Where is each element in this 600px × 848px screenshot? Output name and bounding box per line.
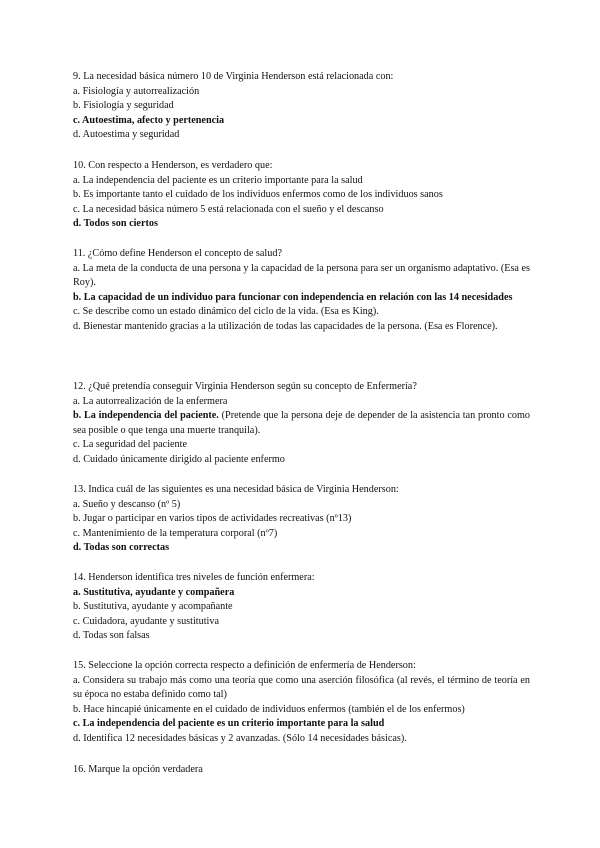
option-a: a. La autorrealización de la enfermera: [73, 395, 228, 407]
option-c: c. Cuidadora, ayudante y sustitutiva: [73, 615, 219, 627]
option-c: c. Se describe como un estado dinámico del ciclo de la vida. (Esa es King).: [73, 306, 379, 317]
question-stem: 14. Henderson identifica tres niveles de función enfermera:: [73, 572, 315, 583]
question-11: [73, 247, 530, 334]
option-c: c. La seguridad del paciente: [73, 439, 187, 450]
option-b-correct: b. La independencia del paciente.: [73, 410, 219, 421]
option-b: b. Es importante tanto el cuidado de los individuos enfermos como de los individuos sanos: [73, 189, 443, 200]
option-d: d. Cuidado únicamente dirigido al paciente enfermo: [73, 453, 285, 465]
option-d-correct: d. Todos son ciertos: [73, 218, 158, 229]
option-a-correct: a. Sustitutiva, ayudante y compañera: [73, 586, 235, 598]
option-c: c. La necesidad básica número 5 está relacionada con el sueño y el descanso: [73, 203, 384, 215]
question-stem: 12. ¿Qué pretendía conseguir Virginia Henderson según su concepto de Enfermería?: [73, 381, 417, 392]
option-c-correct: c. Autoestima, afecto y pertenencia: [73, 114, 225, 126]
option-a: a. Sueño y descanso (nº 5): [73, 498, 181, 510]
question-stem: 11. ¿Cómo define Henderson el concepto de salud?: [73, 248, 282, 259]
option-b: b. Hace hincapié únicamente en el cuidado de individuos enfermos (también el de los enfermos): [73, 703, 465, 715]
option-a: a. Fisiología y autorrealización: [73, 85, 200, 97]
question-12: [73, 380, 530, 467]
question-stem: 10. Con respecto a Henderson, es verdadero que:: [73, 160, 273, 171]
option-b: b. Sustitutiva, ayudante y acompañante: [73, 601, 233, 612]
option-a: a. Considera su trabajo más como una teoría que como una aserción filosófica (al revés, el término de teoría en su época no estaba definido como tal): [73, 674, 530, 700]
option-c: c. Mantenimiento de la temperatura corporal (nº7): [73, 527, 278, 539]
option-b-note: (Pretende que la persona deje de depender de la asistencia tan pronto como sea posible o que tenga una muerte tranquila).: [73, 410, 530, 436]
option-d: d. Bienestar mantenido gracias a la utilización de todas las capacidades de la persona. (Esa es Florence).: [73, 320, 498, 332]
question-16: [73, 763, 530, 778]
question-15: [73, 659, 530, 746]
question-stem: 16. Marque la opción verdadera: [73, 764, 203, 775]
question-stem: 13. Indica cuál de las siguientes es una necesidad básica de Virginia Henderson:: [73, 484, 399, 495]
option-d-correct: d. Todas son correctas: [73, 542, 170, 553]
question-9: [73, 70, 530, 143]
option-b: b. Fisiología y seguridad: [73, 100, 174, 111]
question-10: [73, 159, 530, 232]
option-b-block: [73, 409, 530, 438]
option-a: a. La independencia del paciente es un criterio importante para la salud: [73, 174, 363, 186]
option-b-correct: b. La capacidad de un individuo para funcionar con independencia en relación con las 14 necesidades: [73, 291, 513, 303]
question-stem: 15. Seleccione la opción correcta respecto a definición de enfermería de Henderson:: [73, 660, 416, 671]
option-b: b. Jugar o participar en varios tipos de actividades recreativas (nº13): [73, 513, 352, 524]
option-d: d. Autoestima y seguridad: [73, 129, 180, 140]
question-14: [73, 571, 530, 644]
option-a: a. La meta de la conducta de una persona y la capacidad de la persona para ser un organismo adaptativo. (Esa es Roy).: [73, 262, 530, 288]
option-c-correct: c. La independencia del paciente es un criterio importante para la salud: [73, 718, 385, 729]
option-d: d. Todas son falsas: [73, 630, 150, 641]
option-d: d. Identifica 12 necesidades básicas y 2 avanzadas. (Sólo 14 necesidades básicas).: [73, 732, 407, 744]
question-stem: 9. La necesidad básica número 10 de Virginia Henderson está relacionada con:: [73, 71, 394, 82]
question-13: [73, 483, 530, 556]
